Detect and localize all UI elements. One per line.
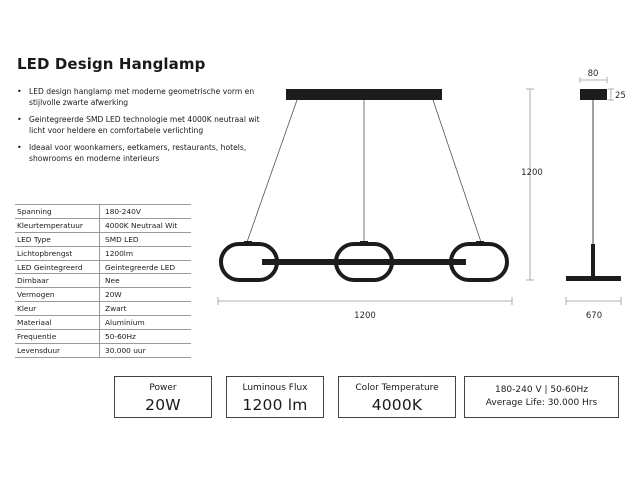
spec-value: 50-60Hz <box>100 330 192 344</box>
ring-clip <box>244 241 252 246</box>
spec-value: Geintegreerde LED <box>100 260 192 274</box>
front-view <box>218 89 543 321</box>
spec-value: 4000K Neutraal Wit <box>100 218 192 232</box>
spec-key: Lichtopbrengst <box>15 246 100 260</box>
spec-value: 20W <box>100 288 192 302</box>
side-canopy <box>580 89 607 100</box>
spec-key: Materiaal <box>15 316 100 330</box>
spec-key: Dimbaar <box>15 274 100 288</box>
side-body <box>566 276 621 281</box>
feature-item: • Geintegreerde SMD LED technologie met 4000K neutraal wit licht voor heldere en comfortabele verlichting <box>17 114 267 136</box>
suspension-wire <box>433 100 481 242</box>
side-view <box>566 69 626 321</box>
ring-clip <box>476 241 484 246</box>
card-label: Power <box>149 383 177 393</box>
spec-value: Nee <box>100 274 192 288</box>
card-label: Color Temperature <box>355 383 439 393</box>
spec-key: Levensduur <box>15 343 100 357</box>
spec-key: Frequentie <box>15 330 100 344</box>
spec-value: 1200lm <box>100 246 192 260</box>
card-value: 20W <box>145 396 181 414</box>
spec-key: Vermogen <box>15 288 100 302</box>
connecting-bar <box>262 259 466 265</box>
spec-value: 180-240V <box>100 205 192 219</box>
depth-dimension-label: 670 <box>585 311 603 321</box>
card-label: Luminous Flux <box>242 383 308 393</box>
spec-value: Zwart <box>100 302 192 316</box>
width-dimension-label: 1200 <box>354 311 376 321</box>
canopy <box>286 89 442 100</box>
card-value: 1200 lm <box>242 396 308 414</box>
average-life-text: Average Life: 30.000 Hrs <box>485 398 598 408</box>
spec-value: Aluminium <box>100 316 192 330</box>
spec-key: Kleur <box>15 302 100 316</box>
spec-key: LED Geintegreerd <box>15 260 100 274</box>
side-stem <box>591 244 595 276</box>
spec-key: Spanning <box>15 205 100 219</box>
power-card <box>114 376 212 418</box>
product-title: LED Design Hanglamp <box>17 55 206 73</box>
color-temperature-card <box>338 376 456 418</box>
ring-clip <box>360 241 368 246</box>
spec-value: 30.000 uur <box>100 343 192 357</box>
canopy-width-label: 80 <box>587 69 599 79</box>
feature-item: • LED design hanglamp met moderne geometrische vorm en stijlvolle zwarte afwerking <box>17 86 267 108</box>
card-value: 4000K <box>371 396 423 414</box>
feature-item: • Ideaal voor woonkamers, eetkamers, restaurants, hotels, showrooms en moderne interieurs <box>17 142 267 164</box>
voltage-frequency-text: 180-240 V | 50-60Hz <box>494 385 589 395</box>
spec-key: LED Type <box>15 232 100 246</box>
suspension-wire <box>247 100 297 242</box>
luminous-flux-card <box>226 376 324 418</box>
spec-key: Kleurtemperatuur <box>15 218 100 232</box>
canopy-height-label: 25 <box>615 91 626 101</box>
height-dimension-label: 1200 <box>521 168 543 178</box>
electrical-info-card <box>464 376 619 418</box>
spec-value: SMD LED <box>100 232 192 246</box>
